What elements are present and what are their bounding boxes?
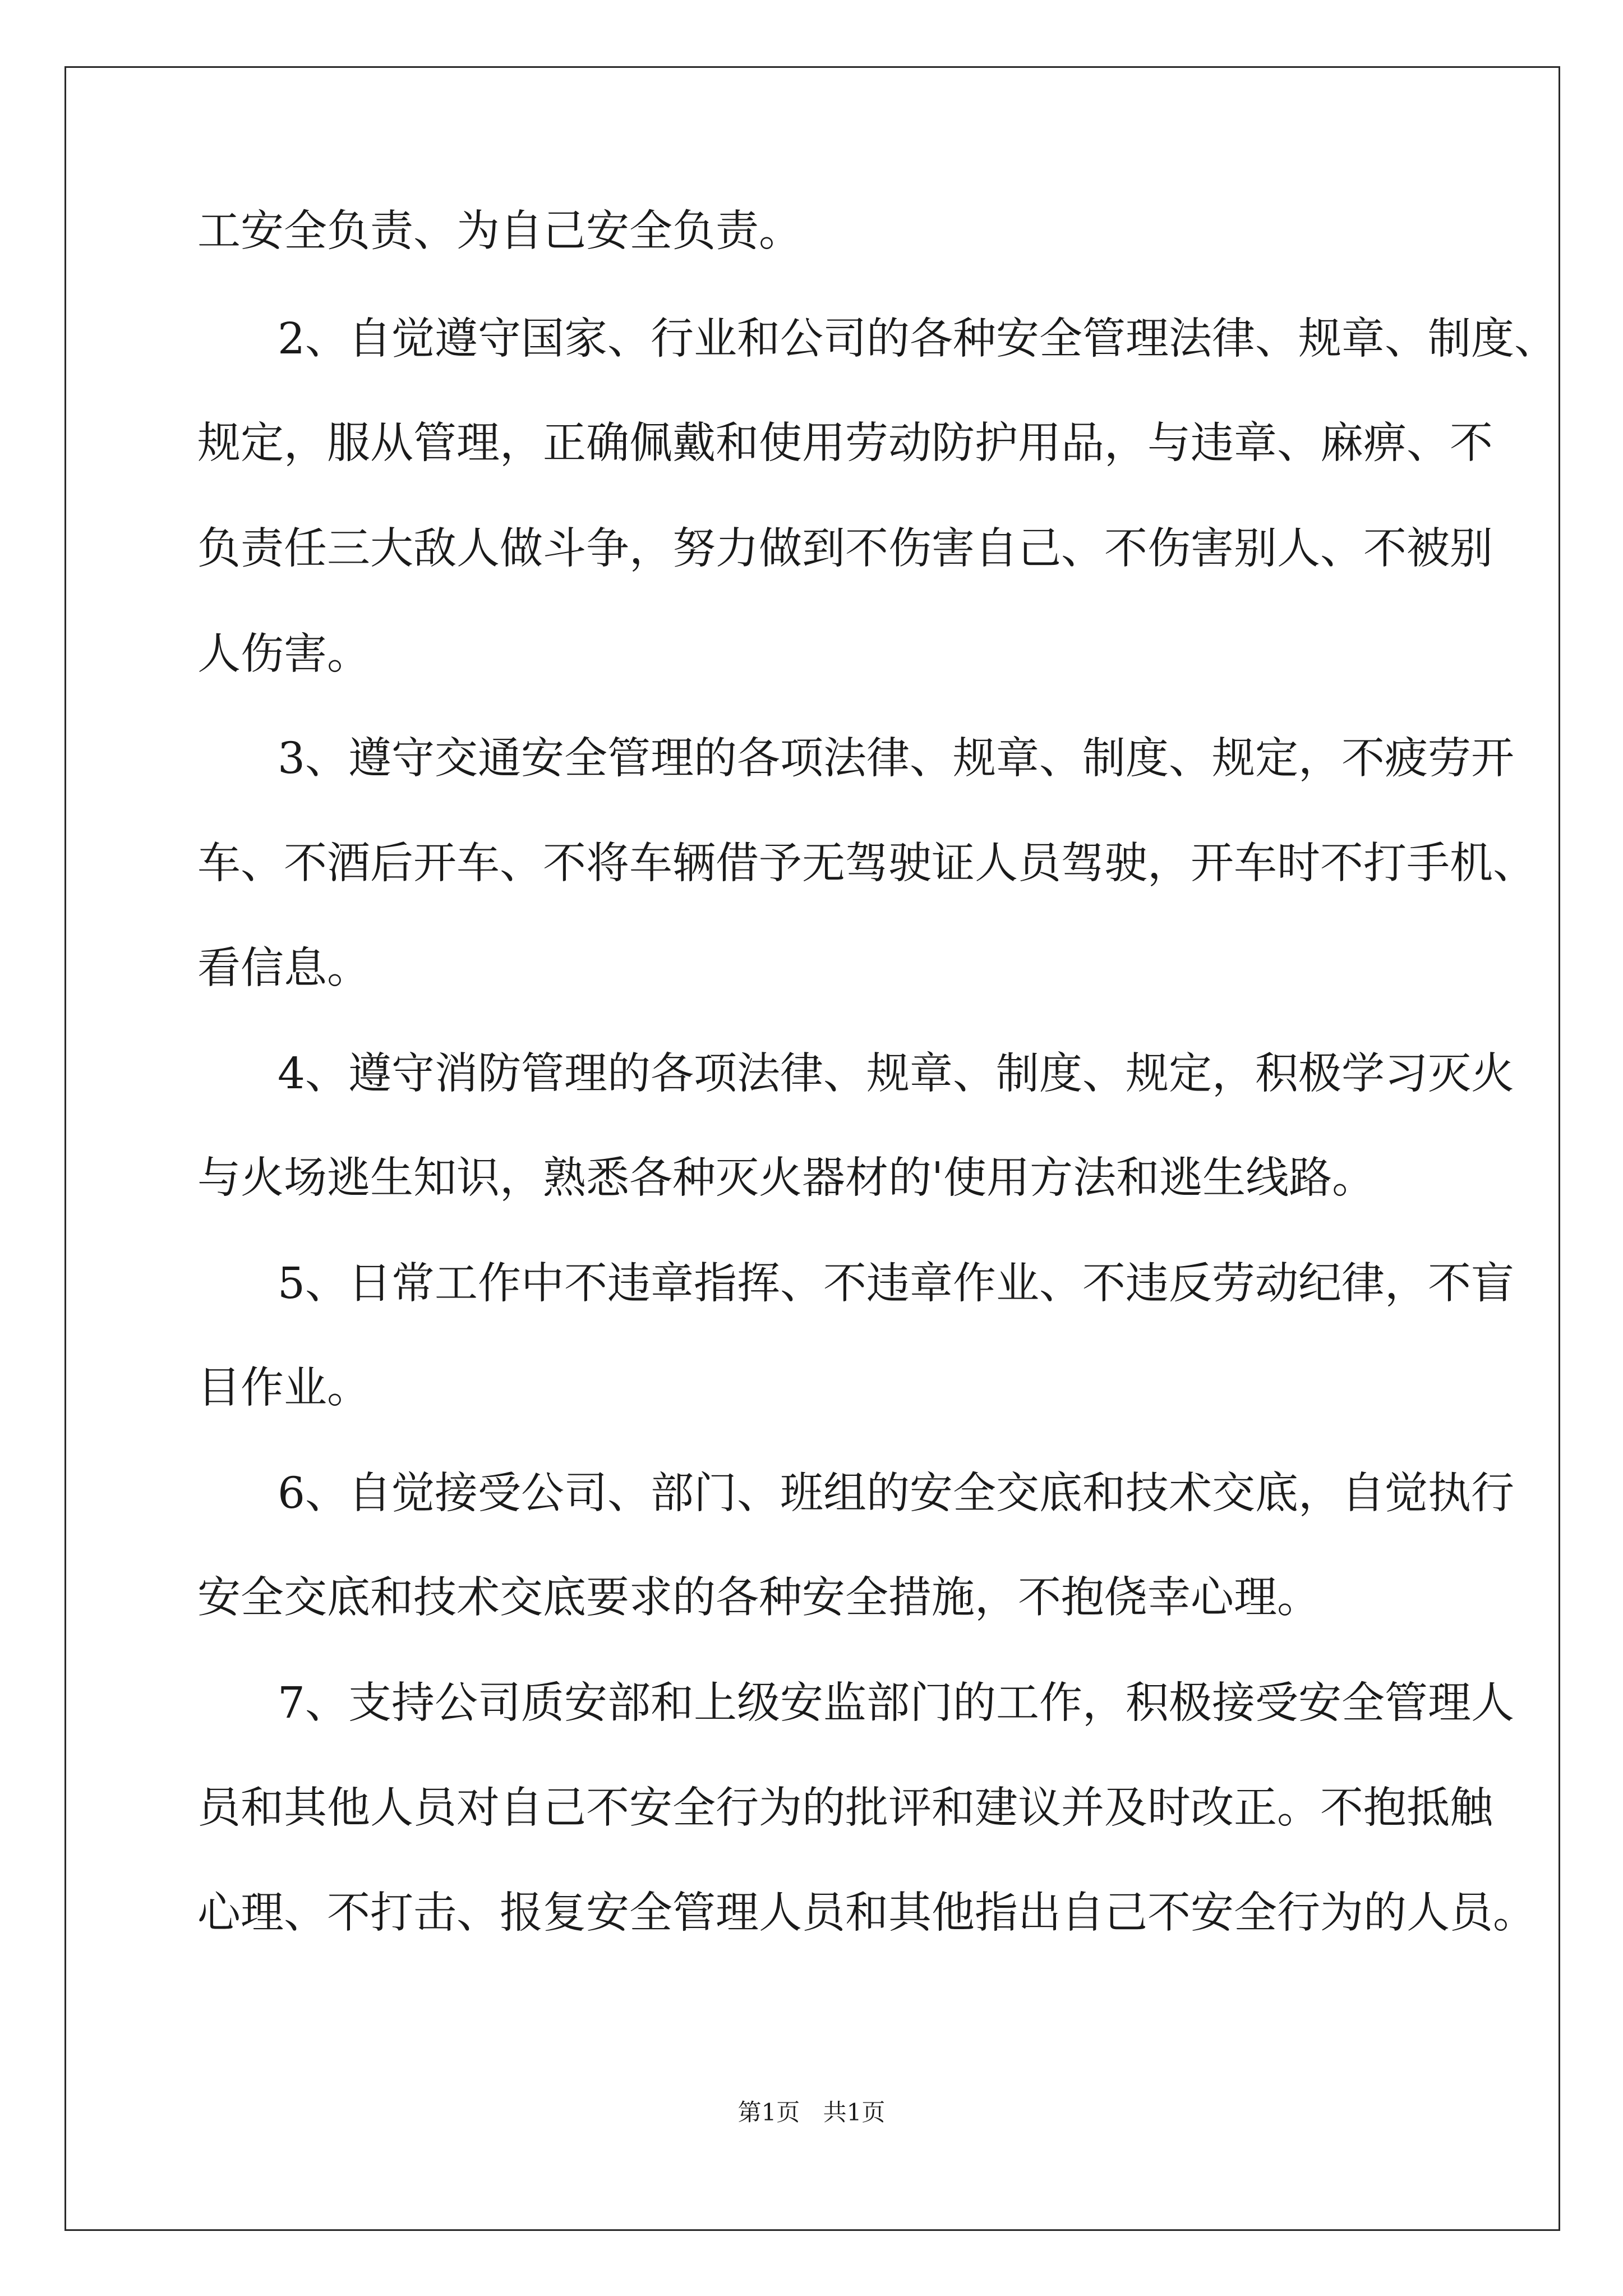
- text-line: 车、不酒后开车、不将车辆借予无驾驶证人员驾驶，开车时不打手机、: [197, 839, 1536, 889]
- text-line: 规定，服从管理，正确佩戴和使用劳动防护用品，与违章、麻痹、不: [197, 418, 1493, 468]
- text-line: 工安全负责、为自己安全负责。: [197, 206, 802, 256]
- paragraph-3-line-1: 3、遵守交通安全管理的各项法律、规章、制度、规定，不疲劳开: [278, 734, 1514, 784]
- page-footer: [0, 2101, 1623, 2124]
- paragraph-2-line-1: 2、自觉遵守国家、行业和公司的各种安全管理法律、规章、制度、: [278, 314, 1557, 364]
- paragraph-4-line-1: 4、遵守消防管理的各项法律、规章、制度、规定，积极学习灭火: [278, 1049, 1514, 1099]
- text-line: 员和其他人员对自己不安全行为的批评和建议并及时改正。不抱抵触: [197, 1783, 1493, 1833]
- paragraph-6-line-1: 6、自觉接受公司、部门、班组的安全交底和技术交底，自觉执行: [278, 1469, 1514, 1519]
- page-number: 第1页: [737, 2099, 800, 2126]
- text-line: 与火场逃生知识，熟悉各种灭火器材的'使用方法和逃生线路。: [197, 1153, 1376, 1203]
- text-line: 目作业。: [197, 1363, 370, 1413]
- text-line: 安全交底和技术交底要求的各种安全措施，不抱侥幸心理。: [197, 1573, 1320, 1623]
- page-total: 共1页: [823, 2099, 886, 2126]
- text-line: 心理、不打击、报复安全管理人员和其他指出自己不安全行为的人员。: [197, 1888, 1536, 1938]
- paragraph-7-line-1: 7、支持公司质安部和上级安监部门的工作，积极接受安全管理人: [278, 1678, 1514, 1728]
- paragraph-5-line-1: 5、日常工作中不违章指挥、不违章作业、不违反劳动纪律，不盲: [278, 1259, 1514, 1309]
- text-line: 负责任三大敌人做斗争，努力做到不伤害自己、不伤害别人、不被别: [197, 524, 1493, 574]
- text-line: 人伤害。: [197, 629, 370, 679]
- text-line: 看信息。: [197, 944, 370, 993]
